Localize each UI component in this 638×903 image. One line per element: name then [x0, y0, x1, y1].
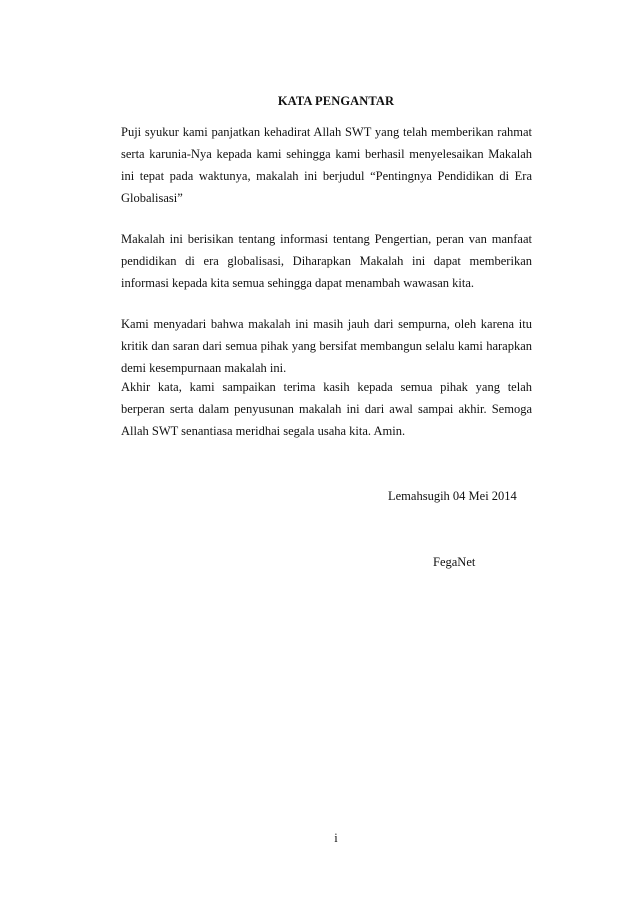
paragraph-2: Makalah ini berisikan tentang informasi tentang Pengertian, peran van manfaat pendidikan di era globalisasi, Diharapkan Makalah ini dapat memberikan informasi kepada kita semua sehingga dapat menambah wawasan kita.: [121, 232, 532, 290]
paragraph-1: Puji syukur kami panjatkan kehadirat Allah SWT yang telah memberikan rahmat serta karunia-Nya kepada kami sehingga kami berhasil menyelesaikan Makalah ini tepat pada waktunya, makalah ini berjudul “Pentingnya Pendidikan di Era Globalisasi”: [121, 125, 532, 205]
page-number: i: [334, 831, 338, 845]
place-date: Lemahsugih 04 Mei 2014: [388, 489, 517, 503]
paragraph-3: Kami menyadari bahwa makalah ini masih jauh dari sempurna, oleh karena itu kritik dan saran dari semua pihak yang bersifat membangun selalu kami harapkan demi kesempurnaan makalah ini.: [121, 317, 532, 375]
page-title: KATA PENGANTAR: [277, 94, 395, 108]
paragraph-4: Akhir kata, kami sampaikan terima kasih kepada semua pihak yang telah berperan serta dalam penyusunan makalah ini dari awal sampai akhir. Semoga Allah SWT senantiasa meridhai segala usaha kita. Amin.: [121, 380, 532, 438]
signer-name: FegaNet: [433, 555, 476, 569]
